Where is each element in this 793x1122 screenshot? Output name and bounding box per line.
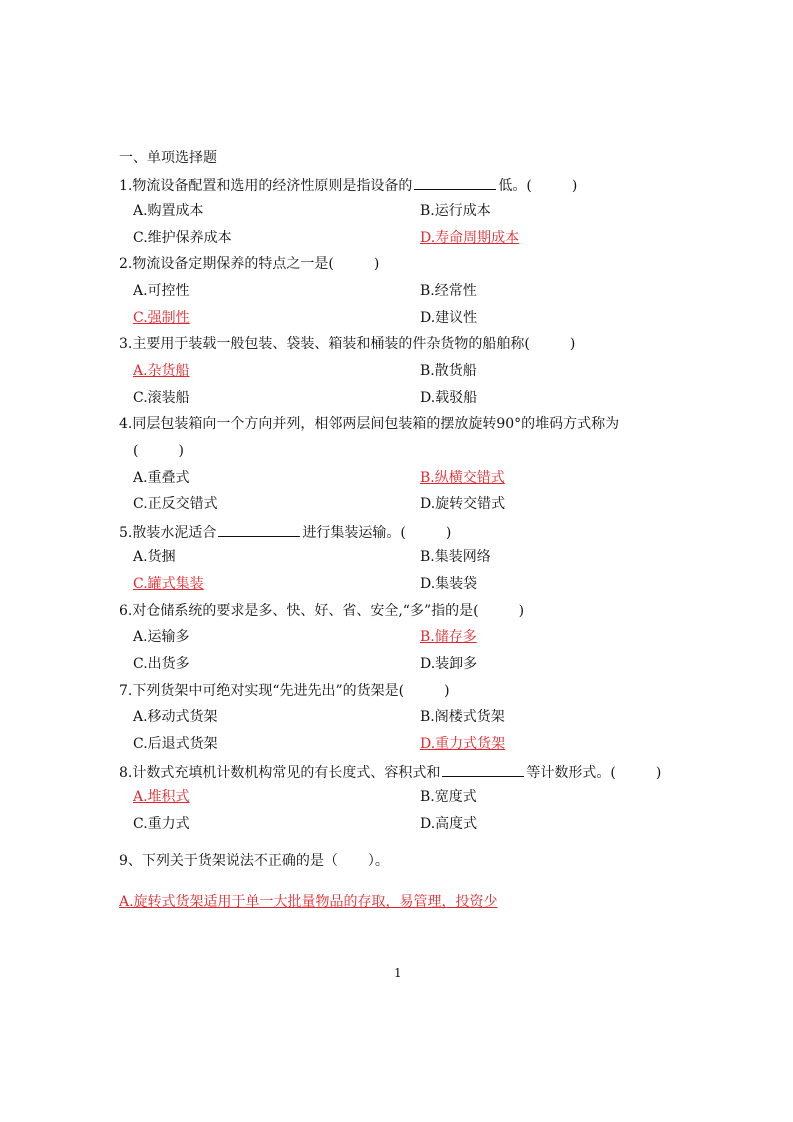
paren-close: ) xyxy=(569,336,576,352)
question-text: 8.计数式充填机计数机构常见的有长度式、容积式和 xyxy=(119,765,441,781)
paren-close: ) xyxy=(178,443,184,459)
question-text: 1.物流设备配置和选用的经济性原则是指设备的 xyxy=(119,178,413,194)
question-3 xyxy=(119,335,575,353)
question-4-paren xyxy=(133,442,184,460)
option-d-correct: D.重力式货架 xyxy=(420,736,506,752)
question-text: 等计数形式。( xyxy=(526,765,616,781)
option-c: C.出货多 xyxy=(133,656,190,672)
option-a-correct: A.杂货船 xyxy=(133,363,190,379)
option-a: A.购置成本 xyxy=(133,203,204,219)
option-b: B.集装网络 xyxy=(420,549,491,565)
option-b: B.阁楼式货架 xyxy=(420,709,505,725)
option-d: D.高度式 xyxy=(420,816,478,832)
question-1 xyxy=(119,175,577,195)
question-2 xyxy=(119,255,379,273)
paren-close: ) xyxy=(445,525,452,541)
option-d: D.集装袋 xyxy=(420,576,478,592)
paren-open: ( xyxy=(133,443,139,459)
option-c: C.维护保养成本 xyxy=(133,230,232,246)
option-a: A.货捆 xyxy=(133,549,176,565)
option-b: B.散货船 xyxy=(420,363,477,379)
question-text: 9、下列关于货架说法不正确的是（ xyxy=(119,853,338,869)
section-title: 一、单项选择题 xyxy=(119,150,217,166)
option-a-correct: A.堆积式 xyxy=(133,789,190,805)
question-4: 4.同层包装箱向一个方向并列，相邻两层间包装箱的摆放旋转90°的堆码方式称为 xyxy=(119,416,620,432)
option-c-correct: C.罐式集装 xyxy=(133,576,204,592)
paren-close: ) xyxy=(655,765,662,781)
paren-close: ) xyxy=(571,178,578,194)
paren-close: ) xyxy=(444,683,450,699)
option-c: C.滚装船 xyxy=(133,390,190,406)
page-number: 1 xyxy=(394,966,402,980)
option-b: B.运行成本 xyxy=(420,203,491,219)
option-d: D.旋转交错式 xyxy=(420,496,506,512)
option-c: C.正反交错式 xyxy=(133,496,218,512)
answer-blank xyxy=(442,762,524,777)
option-d: D.装卸多 xyxy=(420,656,478,672)
option-c: C.重力式 xyxy=(133,816,190,832)
option-c-correct: C.强制性 xyxy=(133,310,190,326)
question-7 xyxy=(119,682,450,700)
question-text: 6.对仓储系统的要求是多、快、好、省、安全,“多”指的是( xyxy=(119,603,479,619)
question-text: 2.物流设备定期保养的特点之一是( xyxy=(119,256,334,272)
option-c: C.后退式货架 xyxy=(133,736,218,752)
option-d: D.载驳船 xyxy=(420,390,478,406)
question-5 xyxy=(119,522,451,542)
q9-answer-correct: A.旋转式货架适用于单一大批量物品的存取，易管理，投资少 xyxy=(119,894,498,910)
option-a: A.可控性 xyxy=(133,283,190,299)
answer-blank xyxy=(414,175,496,190)
option-b: B.宽度式 xyxy=(420,789,477,805)
question-9 xyxy=(119,852,389,870)
paren-close: ) xyxy=(373,256,380,272)
paren-close: ）。 xyxy=(367,853,389,869)
option-b-correct: B.纵横交错式 xyxy=(420,470,505,486)
paren-close: ) xyxy=(518,603,525,619)
question-text: 7.下列货架中可绝对实现“先进先出”的货架是( xyxy=(119,683,405,699)
option-d: D.建议性 xyxy=(420,310,478,326)
answer-blank xyxy=(218,522,300,537)
option-b: B.经常性 xyxy=(420,283,477,299)
question-text: 5.散装水泥适合 xyxy=(119,525,217,541)
option-d-correct: D.寿命周期成本 xyxy=(420,230,520,246)
question-8 xyxy=(119,762,661,782)
question-text: 低。( xyxy=(498,178,532,194)
option-a: A.移动式货架 xyxy=(133,709,218,725)
question-text: 3.主要用于装载一般包装、袋装、箱装和桶装的件杂货物的船舶称( xyxy=(119,336,530,352)
option-a: A.重叠式 xyxy=(133,470,190,486)
option-a: A.运输多 xyxy=(133,629,190,645)
question-6 xyxy=(119,602,524,620)
option-b-correct: B.储存多 xyxy=(420,629,477,645)
question-text: 进行集装运输。( xyxy=(302,525,406,541)
